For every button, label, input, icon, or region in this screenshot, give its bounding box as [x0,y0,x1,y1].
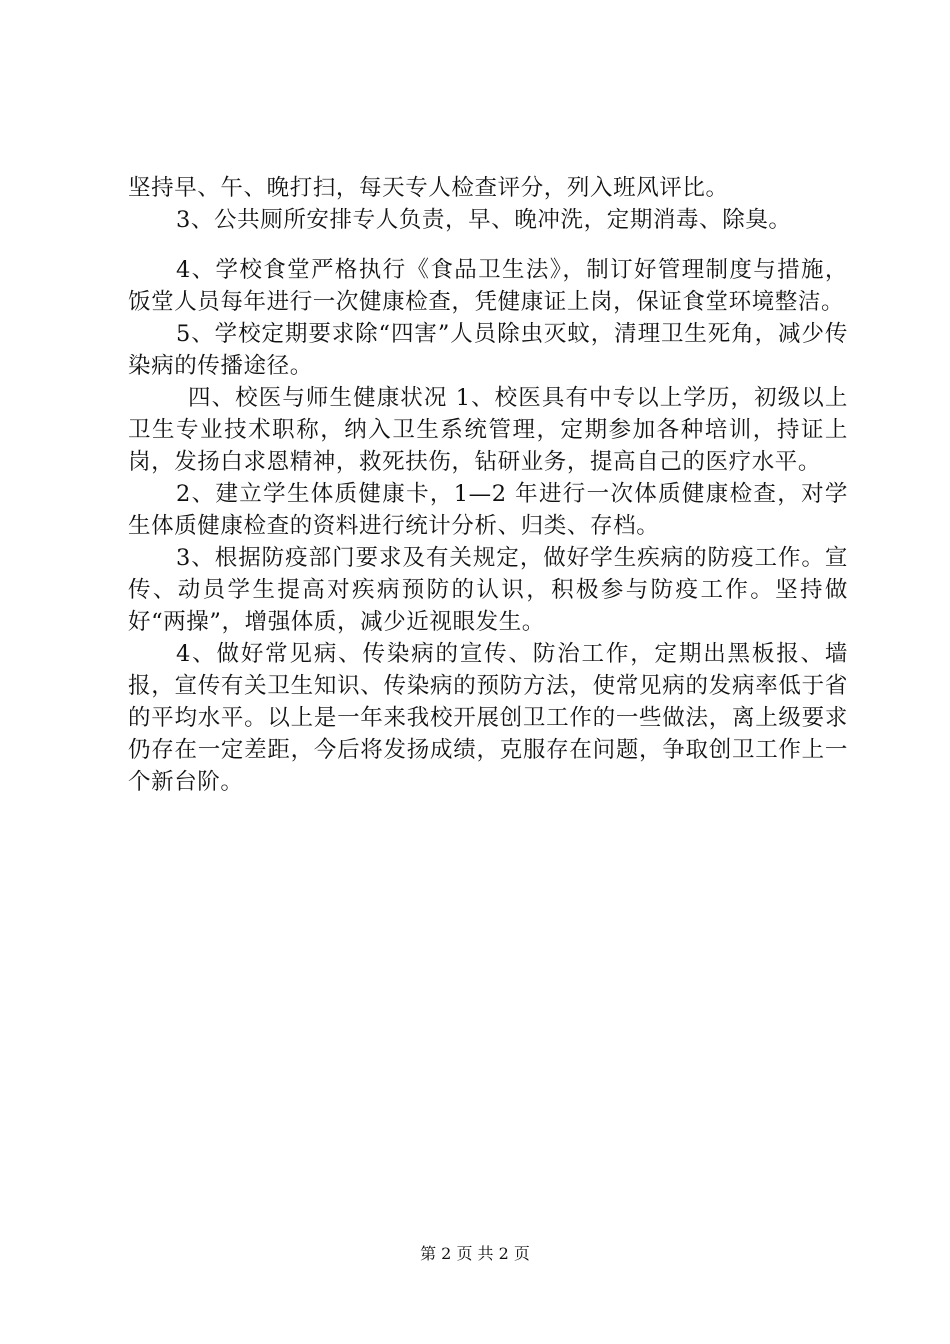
page-footer: 第 2 页 共 2 页 [420,1244,530,1263]
paragraph-continuation: 坚持早、午、晚打扫，每天专人检查评分，列入班风评比。 [128,175,729,201]
paragraph-canteen: 4、学校食堂严格执行《食品卫生法》，制订好管理制度与措施，饭堂人员每年进行一次健康检查，凭健康证上岗，保证食堂环境整洁。 [128,257,848,315]
paragraph-epidemic-prevention: 3、根据防疫部门要求及有关规定，做好学生疾病的防疫工作。宣传、动员学生提高对疾病预防的认识，积极参与防疫工作。坚持做好“两操”，增强体质，减少近视眼发生。 [128,545,848,635]
paragraph-health-card: 2、建立学生体质健康卡，1—2 年进行一次体质健康检查，对学生体质健康检查的资料进行统计分析、归类、存档。 [128,481,848,539]
paragraph-school-doctor: 四、校医与师生健康状况 1、校医具有中专以上学历，初级以上卫生专业技术职称，纳入卫生系统管理，定期参加各种培训，持证上岗，发扬白求恩精神，救死扶伤，钻研业务，提高自己的医疗水平。 [128,385,848,475]
paragraph-pest-control: 5、学校定期要求除“四害”人员除虫灭蚊，清理卫生死角，减少传染病的传播途径。 [128,321,848,379]
document-body [128,172,848,798]
paragraph-disease-education: 4、做好常见病、传染病的宣传、防治工作，定期出黑板报、墙报，宣传有关卫生知识、传染病的预防方法，使常见病的发病率低于省的平均水平。以上是一年来我校开展创卫工作的一些做法，离上级要求仍存在一定差距，今后将发扬成绩，克服存在问题，争取创卫工作上一个新台阶。 [128,641,848,795]
paragraph-toilets: 3、公共厕所安排专人负责，早、晚冲洗，定期消毒、除臭。 [176,207,792,233]
